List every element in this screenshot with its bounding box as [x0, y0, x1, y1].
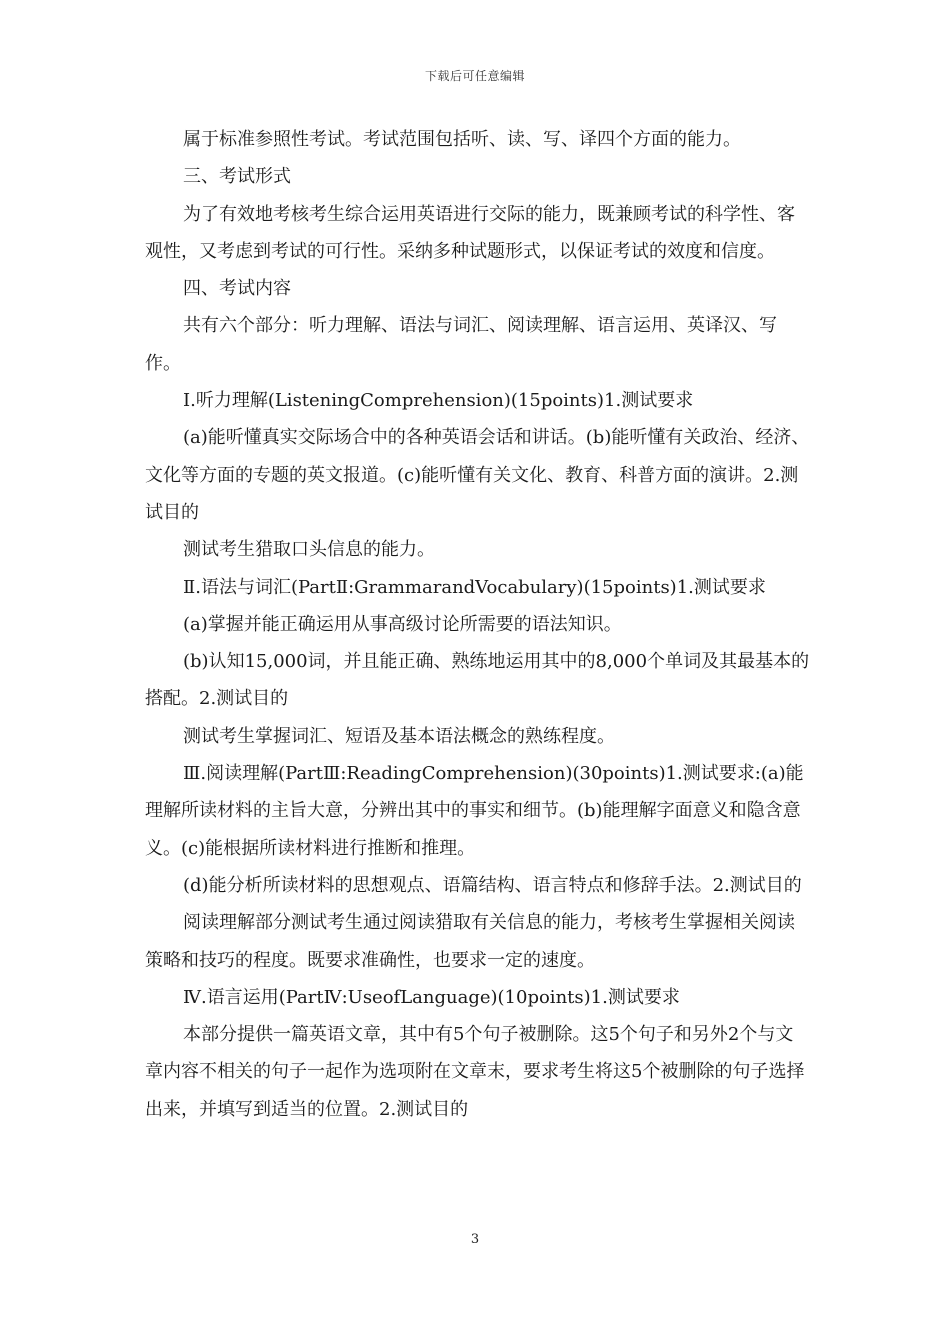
paragraph: (b)认知15,000词，并且能正确、熟练地运用其中的8,000个单词及其最基本的搭配。2.测试目的 — [145, 651, 810, 710]
paragraph: 为了有效地考核考生综合运用英语进行交际的能力，既兼顾考试的科学性、客观性，又考虑到考试的可行性。采纳多种试题形式，以保证考试的效度和信度。 — [145, 203, 795, 262]
subsection-heading: Ⅰ.听力理解(ListeningComprehension)(15points)1.测试要求 — [183, 390, 694, 412]
subsection-heading: Ⅲ.阅读理解(PartⅢ:ReadingComprehension)(30points)1.测试要求:(a)能理解所读材料的主旨大意，分辨出其中的事实和细节。(b)能理解字面意义和隐含意义。(c)能根据所读材料进行推断和推理。 — [145, 763, 804, 859]
paragraph: (d)能分析所读材料的思想观点、语篇结构、语言特点和修辞手法。2.测试目的 — [183, 874, 802, 896]
paragraph: 阅读理解部分测试考生通过阅读猎取有关信息的能力，考核考生掌握相关阅读策略和技巧的程度。既要求准确性，也要求一定的速度。 — [145, 912, 795, 971]
section-heading: 三、考试形式 — [183, 166, 291, 188]
document-body — [145, 121, 811, 1128]
paragraph: (a)掌握并能正确运用从事高级讨论所需要的语法知识。 — [183, 613, 622, 635]
subsection-heading: Ⅳ.语言运用(PartⅣ:UseofLanguage)(10points)1.测试要求 — [183, 986, 680, 1008]
paragraph: 属于标准参照性考试。考试范围包括听、读、写、译四个方面的能力。 — [183, 129, 741, 150]
page-header: 下载后可任意编辑 — [424, 69, 525, 83]
section-heading: 四、考试内容 — [183, 278, 291, 300]
paragraph: 本部分提供一篇英语文章，其中有5个句子被删除。这5个句子和另外2个与文章内容不相关的句子一起作为选项附在文章末，要求考生将这5个被删除的句子选择出来，并填写到适当的位置。2.测试目的 — [145, 1024, 805, 1120]
paragraph: 共有六个部分：听力理解、语法与词汇、阅读理解、语言运用、英译汉、写作。 — [145, 315, 777, 374]
paragraph: 测试考生猎取口头信息的能力。 — [183, 539, 435, 561]
paragraph: (a)能听懂真实交际场合中的各种英语会话和讲话。(b)能听懂有关政治、经济、文化等方面的专题的英文报道。(c)能听懂有关文化、教育、科普方面的演讲。2.测试目的 — [145, 427, 810, 523]
subsection-heading: Ⅱ.语法与词汇(PartⅡ:GrammarandVocabulary)(15points)1.测试要求 — [183, 576, 766, 598]
paragraph: 测试考生掌握词汇、短语及基本语法概念的熟练程度。 — [183, 725, 615, 747]
page-number: 3 — [470, 1232, 480, 1247]
